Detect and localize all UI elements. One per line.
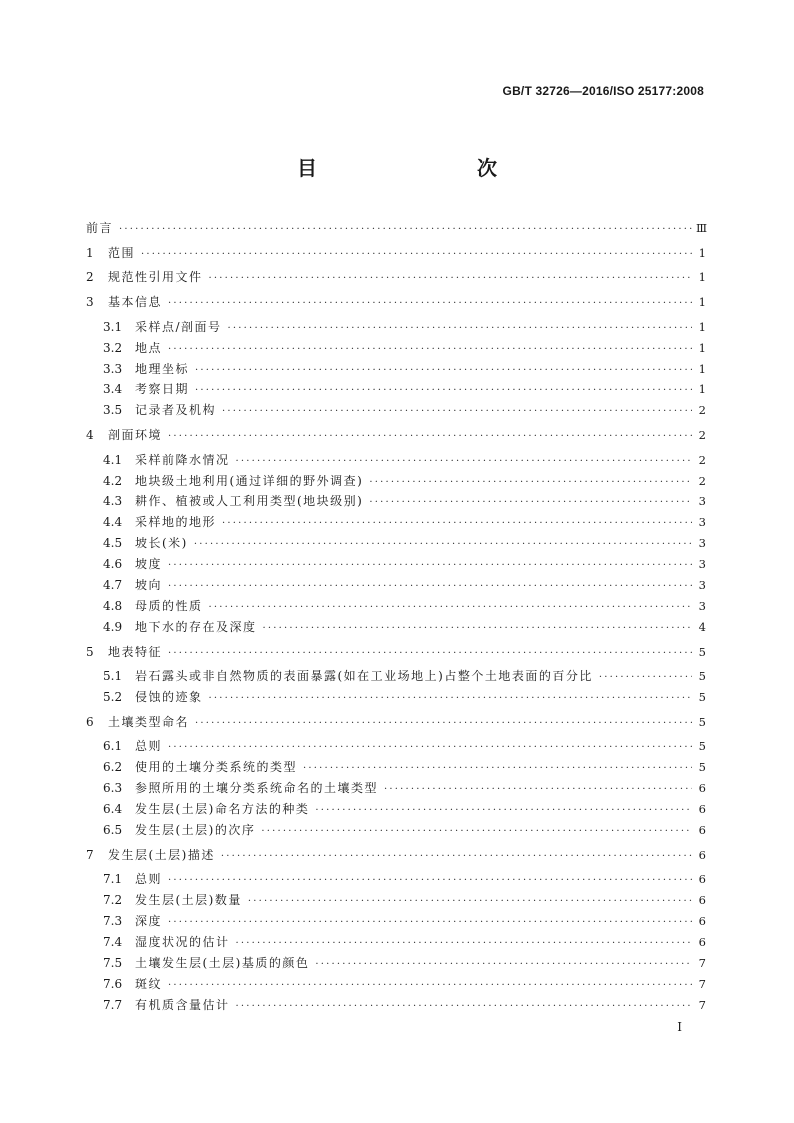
toc-entry-label: 考察日期	[135, 382, 190, 397]
toc-entry[interactable]	[86, 512, 706, 533]
toc-entry-label: 发生层(土层)数量	[135, 893, 242, 908]
toc-dot-leader	[236, 932, 692, 953]
toc-dot-leader	[315, 799, 692, 820]
toc-entry-number: 7.1	[103, 872, 123, 887]
toc-dot-leader	[168, 425, 692, 446]
toc-entry-page: 6	[698, 893, 706, 908]
toc-entry-number: 4.4	[103, 515, 123, 530]
toc-entry-label: 坡度	[135, 557, 163, 572]
toc-entry[interactable]	[86, 425, 706, 446]
toc-entry-page: 1	[698, 319, 706, 334]
toc-entry[interactable]	[86, 317, 706, 338]
toc-entry-page: 6	[698, 872, 706, 887]
toc-dot-leader	[263, 617, 692, 638]
toc-entry-page: 3	[698, 515, 706, 530]
toc-entry[interactable]	[86, 736, 706, 757]
toc-entry-number: 6.4	[103, 802, 123, 817]
toc-entry[interactable]	[86, 379, 706, 400]
toc-entry-label: 采样地的地形	[135, 515, 217, 530]
toc-dot-leader	[194, 533, 692, 554]
toc-dot-leader	[315, 953, 692, 974]
toc-entry-page: 7	[698, 955, 706, 970]
toc-entry-number: 1	[86, 245, 94, 260]
toc-entry-label: 坡长(米)	[135, 536, 188, 551]
toc-dot-leader	[168, 292, 692, 313]
toc-entry-label: 总则	[135, 872, 163, 887]
toc-dot-leader	[209, 687, 692, 708]
toc-entry-label: 总则	[135, 739, 163, 754]
toc-entry[interactable]	[86, 338, 706, 359]
toc-entry-number: 7.6	[103, 976, 123, 991]
toc-entry-number: 7.2	[103, 893, 123, 908]
toc-entry-label: 深度	[135, 914, 163, 929]
toc-entry-page: 2	[698, 403, 706, 418]
toc-dot-leader	[195, 712, 692, 733]
toc-entry-label: 采样前降水情况	[135, 452, 230, 467]
toc-entry-page: 7	[698, 976, 706, 991]
toc-entry-label: 地块级土地利用(通过详细的野外调查)	[135, 473, 364, 488]
toc-entry-label: 耕作、植被或人工利用类型(地块级别)	[135, 494, 364, 509]
toc-entry[interactable]	[86, 267, 706, 288]
toc-entry-page: 5	[698, 714, 706, 729]
toc-entry-label: 地点	[135, 340, 163, 355]
toc-entry-number: 5.2	[103, 690, 123, 705]
toc-entry-label: 剖面环境	[108, 428, 163, 442]
toc-entry-page: 6	[698, 802, 706, 817]
toc-entry-number: 3.3	[103, 361, 123, 376]
toc-entry-page: 1	[698, 382, 706, 397]
toc-entry-label: 基本信息	[108, 295, 163, 310]
toc-dot-leader	[222, 512, 692, 533]
toc-entry[interactable]	[86, 450, 706, 471]
toc-dot-leader	[236, 995, 692, 1016]
toc-entry-number: 5	[86, 644, 94, 659]
toc-entry[interactable]	[86, 869, 706, 890]
toc-entry-page: 3	[698, 578, 706, 593]
toc-entry-label: 土壤发生层(土层)基质的颜色	[135, 955, 310, 970]
toc-entry-page: 5	[698, 644, 706, 659]
toc-dot-leader	[168, 338, 692, 359]
toc-entry-number: 7.5	[103, 955, 123, 970]
toc-entry[interactable]	[86, 359, 706, 380]
table-of-contents	[86, 218, 706, 1016]
toc-entry-number: 4.6	[103, 557, 123, 572]
toc-entry-number: 5.1	[103, 669, 123, 684]
toc-entry[interactable]	[86, 687, 706, 708]
toc-dot-leader	[384, 778, 692, 799]
toc-dot-leader	[168, 869, 692, 890]
toc-entry[interactable]	[86, 953, 706, 974]
toc-entry-number: 3.4	[103, 382, 123, 397]
toc-entry-number: 7	[86, 847, 94, 862]
toc-entry-number: 3.5	[103, 403, 123, 418]
toc-entry-page: 3	[698, 557, 706, 572]
toc-entry-label: 发生层(土层)描述	[108, 847, 215, 862]
toc-entry[interactable]	[86, 666, 706, 687]
toc-entry[interactable]	[86, 820, 706, 841]
toc-entry-page: 3	[698, 536, 706, 551]
toc-entry-number: 7.7	[103, 997, 123, 1012]
toc-entry[interactable]	[86, 890, 706, 911]
toc-entry[interactable]	[86, 932, 706, 953]
toc-entry-page: 1	[698, 245, 706, 260]
toc-entry-label: 侵蚀的迹象	[135, 690, 203, 705]
toc-entry[interactable]	[86, 995, 706, 1016]
toc-entry-label: 土壤类型命名	[108, 714, 190, 729]
toc-entry-label: 采样点/剖面号	[135, 319, 222, 334]
toc-entry-page: 1	[698, 295, 706, 310]
toc-dot-leader	[209, 267, 692, 288]
toc-dot-leader	[195, 359, 692, 380]
toc-entry-page: 2	[698, 452, 706, 467]
toc-entry-number: 3.1	[103, 319, 123, 334]
toc-entry-number: 6.1	[103, 739, 123, 754]
toc-entry-page: 5	[698, 739, 706, 754]
toc-entry-label: 斑纹	[135, 976, 163, 991]
toc-entry-page: 6	[698, 823, 706, 838]
toc-dot-leader	[168, 642, 692, 663]
toc-entry[interactable]	[86, 596, 706, 617]
toc-entry-number: 7.3	[103, 914, 123, 929]
toc-entry[interactable]	[86, 292, 706, 313]
toc-dot-leader	[168, 911, 692, 932]
toc-entry-page: 3	[698, 494, 706, 509]
toc-entry-page: 7	[698, 997, 706, 1012]
toc-entry[interactable]	[86, 712, 706, 733]
toc-entry-label: 发生层(土层)的次序	[135, 823, 256, 838]
toc-entry-number: 4.1	[103, 452, 123, 467]
toc-dot-leader	[369, 471, 692, 492]
toc-entry[interactable]	[86, 845, 706, 866]
toc-entry[interactable]	[86, 799, 706, 820]
toc-entry-number: 4.2	[103, 473, 123, 488]
toc-entry-number: 4	[86, 428, 94, 442]
toc-entry-label: 发生层(土层)命名方法的种类	[135, 802, 310, 817]
toc-entry[interactable]	[86, 243, 706, 264]
toc-dot-leader	[221, 845, 692, 866]
toc-dot-leader	[209, 596, 692, 617]
toc-entry-label: 岩石露头或非自然物质的表面暴露(如在工业场地上)占整个土地表面的百分比	[135, 669, 593, 684]
toc-entry[interactable]	[86, 778, 706, 799]
toc-entry[interactable]	[86, 554, 706, 575]
toc-entry-page: 3	[698, 598, 706, 613]
toc-entry-label: 湿度状况的估计	[135, 935, 230, 950]
toc-entry-page: 5	[698, 760, 706, 775]
toc-entry-label: 有机质含量估计	[135, 997, 230, 1012]
toc-entry-number: 2	[86, 270, 94, 285]
toc-entry-number: 4.5	[103, 536, 123, 551]
toc-entry-number: 4.8	[103, 598, 123, 613]
toc-entry[interactable]	[86, 617, 706, 638]
toc-entry-label: 规范性引用文件	[108, 270, 203, 285]
toc-entry-label: 使用的土壤分类系统的类型	[135, 760, 298, 775]
toc-entry-label: 记录者及机构	[135, 403, 217, 418]
toc-entry-label: 范围	[108, 245, 136, 260]
toc-entry[interactable]	[86, 575, 706, 596]
toc-entry-label: 地理坐标	[135, 361, 190, 376]
toc-entry-number: 3	[86, 295, 94, 310]
toc-dot-leader	[236, 450, 692, 471]
toc-dot-leader	[303, 757, 692, 778]
toc-dot-leader	[119, 218, 692, 239]
toc-entry-label: 地表特征	[108, 644, 163, 659]
toc-entry-number: 6.2	[103, 760, 123, 775]
toc-dot-leader	[195, 379, 692, 400]
toc-entry-number: 6.5	[103, 823, 123, 838]
toc-entry[interactable]	[86, 218, 706, 239]
toc-entry-label: 地下水的存在及深度	[135, 619, 257, 634]
toc-entry-page: 6	[698, 847, 706, 862]
toc-entry-label: 坡向	[135, 578, 163, 593]
toc-dot-leader	[168, 575, 692, 596]
page-title: 目 次	[297, 156, 537, 180]
toc-entry[interactable]	[86, 757, 706, 778]
toc-entry[interactable]	[86, 400, 706, 421]
toc-entry-page: 5	[698, 690, 706, 705]
standard-code: GB/T 32726—2016/ISO 25177:2008	[502, 84, 704, 98]
toc-entry-label: 参照所用的土壤分类系统命名的土壤类型	[135, 781, 379, 796]
toc-dot-leader	[168, 974, 692, 995]
toc-entry[interactable]	[86, 974, 706, 995]
toc-entry-page: 6	[698, 781, 706, 796]
toc-entry[interactable]	[86, 533, 706, 554]
toc-entry-number: 4.3	[103, 494, 123, 509]
page-folio: I	[677, 1020, 682, 1034]
toc-entry[interactable]	[86, 491, 706, 512]
toc-entry-number: 4.9	[103, 619, 123, 634]
toc-entry-number: 3.2	[103, 340, 123, 355]
toc-entry-page: 5	[698, 669, 706, 684]
toc-entry-number: 7.4	[103, 935, 123, 950]
toc-entry-number: 6	[86, 714, 94, 729]
toc-dot-leader	[222, 400, 692, 421]
toc-dot-leader	[168, 554, 692, 575]
toc-entry-page: 6	[698, 914, 706, 929]
toc-dot-leader	[599, 666, 692, 687]
toc-entry-page: 1	[698, 340, 706, 355]
toc-dot-leader	[261, 820, 692, 841]
toc-entry-page: 1	[698, 270, 706, 285]
toc-entry-label: 母质的性质	[135, 598, 203, 613]
toc-entry[interactable]	[86, 642, 706, 663]
toc-entry-page: 2	[698, 428, 706, 442]
toc-entry-number: 4.7	[103, 578, 123, 593]
toc-entry[interactable]	[86, 471, 706, 492]
toc-dot-leader	[168, 736, 692, 757]
toc-dot-leader	[248, 890, 692, 911]
toc-entry-label: 前言	[86, 221, 114, 235]
toc-entry-page: 1	[698, 361, 706, 376]
toc-entry-page: 4	[698, 619, 706, 634]
toc-entry-page: 2	[698, 473, 706, 488]
toc-dot-leader	[141, 243, 692, 264]
toc-entry-page: 6	[698, 935, 706, 950]
toc-dot-leader	[369, 491, 692, 512]
toc-dot-leader	[228, 317, 692, 338]
toc-entry-number: 6.3	[103, 781, 123, 796]
toc-entry-page: Ⅲ	[696, 221, 708, 235]
toc-entry[interactable]	[86, 911, 706, 932]
